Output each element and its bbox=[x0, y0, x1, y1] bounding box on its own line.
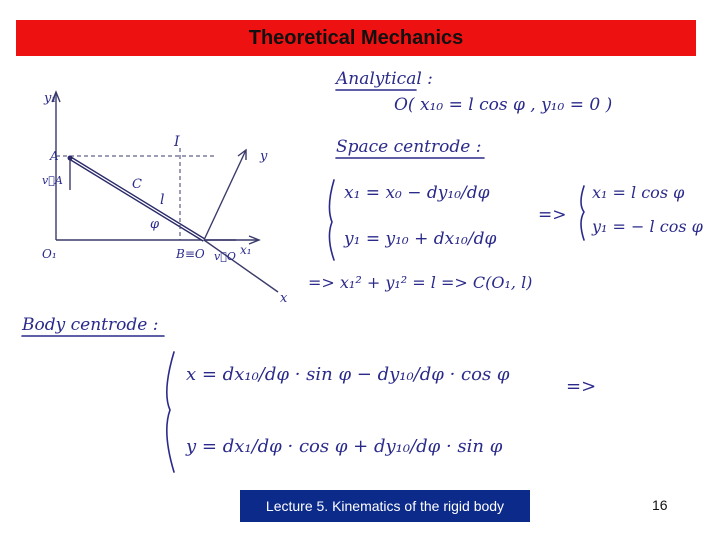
analytical-equation: O( x₁₀ = l cos φ , y₁₀ = 0 ) bbox=[394, 95, 613, 115]
label-x: x bbox=[280, 291, 288, 306]
body-eq-x: x = dx₁₀/dφ · sin φ − dy₁₀/dφ · cos φ bbox=[186, 364, 510, 385]
space-centrode-label: Space centrode : bbox=[336, 137, 482, 157]
title-bar bbox=[16, 20, 696, 56]
space-eq-x: x₁ = x₀ − dy₁₀/dφ bbox=[344, 183, 490, 203]
handwritten-notes bbox=[14, 62, 704, 482]
space-result-x: x₁ = l cos φ bbox=[592, 183, 685, 202]
label-I: I bbox=[174, 134, 180, 150]
space-arrow: => bbox=[538, 205, 567, 225]
space-circle-equation: => x₁² + y₁² = l => C(O₁, l) bbox=[308, 273, 533, 292]
label-y: y bbox=[260, 149, 268, 164]
space-result-y: y₁ = − l cos φ bbox=[592, 217, 703, 236]
body-eq-y: y = dx₁/dφ · cos φ + dy₁₀/dφ · sin φ bbox=[186, 436, 503, 457]
label-O1: O₁ bbox=[42, 247, 57, 261]
label-C: C bbox=[132, 177, 142, 192]
slide-title: Theoretical Mechanics bbox=[248, 26, 464, 49]
label-A: A bbox=[50, 149, 59, 163]
body-centrode-label: Body centrode : bbox=[22, 315, 159, 335]
label-phi: φ bbox=[150, 217, 160, 232]
label-B: B≡O bbox=[176, 247, 205, 261]
label-vO: v⃗O bbox=[214, 250, 236, 263]
space-brace bbox=[329, 180, 334, 260]
mechanism-diagram bbox=[42, 91, 288, 306]
label-y1: y₁ bbox=[44, 91, 57, 106]
label-vA: v⃗A bbox=[42, 174, 63, 187]
label-l: l bbox=[160, 192, 165, 208]
body-arrow: => bbox=[566, 376, 597, 397]
footer-lecture-title: Lecture 5. Kinematics of the rigid body bbox=[265, 498, 505, 514]
body-brace bbox=[167, 352, 174, 472]
page-number: 16 bbox=[652, 497, 668, 513]
space-result-brace bbox=[581, 186, 584, 240]
analytical-label: Analytical : bbox=[336, 69, 433, 89]
label-x1: x₁ bbox=[240, 243, 252, 257]
y-axis-moving bbox=[204, 150, 246, 240]
space-eq-y: y₁ = y₁₀ + dx₁₀/dφ bbox=[344, 229, 497, 249]
footer-lecture-box bbox=[240, 490, 530, 522]
